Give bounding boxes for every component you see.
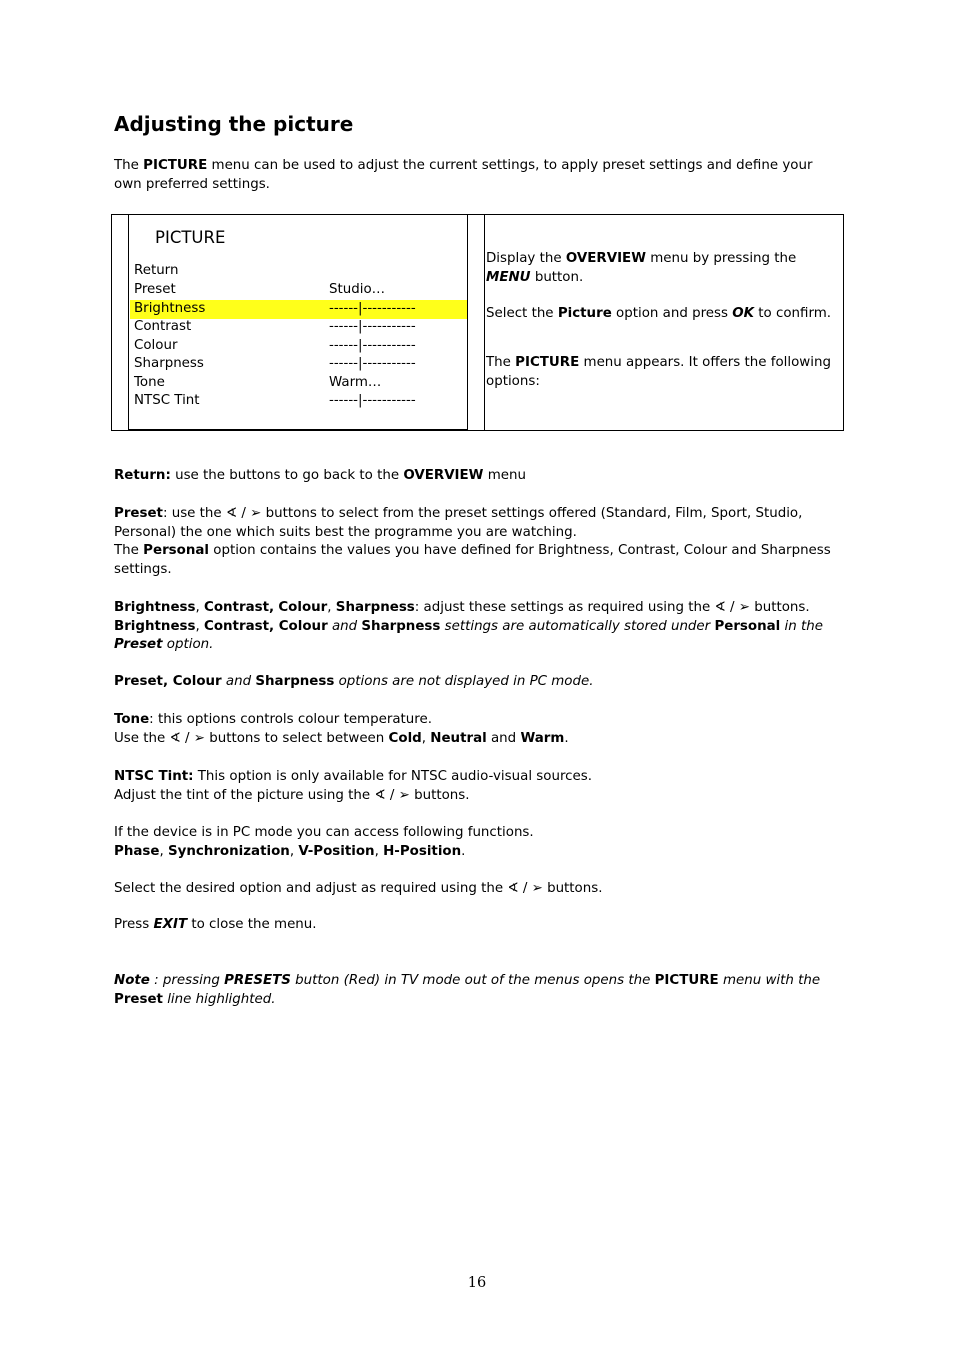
bold-text: NTSC Tint: — [114, 769, 194, 784]
select-paragraph — [114, 880, 844, 899]
preset-paragraph — [114, 505, 844, 579]
text: menu — [483, 468, 526, 483]
instruction-select-picture — [486, 305, 838, 324]
exit-paragraph — [114, 916, 844, 935]
bold-text: Contrast, — [204, 600, 275, 615]
bold-text: Return: — [114, 468, 171, 483]
text: , — [159, 843, 168, 859]
page-heading: Adjusting the picture — [114, 112, 354, 136]
text: : adjust these settings as required using the — [414, 600, 715, 615]
text: use the buttons to go back to the — [170, 468, 404, 483]
left-right-arrows-icon: ∢ / ➢ — [507, 881, 543, 896]
bold-text: Sharpness — [361, 618, 441, 634]
bold-text: PICTURE — [515, 355, 580, 370]
menu-row-preset — [130, 281, 467, 300]
text: , — [421, 730, 431, 746]
note-paragraph — [114, 972, 844, 1009]
bold-text: Sharpness — [335, 600, 415, 615]
bold-text: Colour — [278, 600, 328, 615]
menu-row-label: Return — [134, 263, 179, 278]
text: , — [374, 843, 384, 859]
bold-text: Preset — [114, 506, 163, 521]
bold-text: Tone — [114, 712, 150, 727]
bold-text: Brightness — [114, 600, 196, 615]
tone-paragraph — [114, 711, 844, 748]
pc-functions-paragraph — [114, 824, 844, 861]
left-right-arrows-icon: ∢ / ➢ — [225, 506, 262, 521]
bold-text: Personal — [714, 618, 781, 634]
page-number: 16 — [467, 1275, 487, 1291]
menu-row-label: Tone — [134, 375, 165, 390]
menu-row-value: ------|----------- — [329, 301, 416, 316]
text: buttons. — [409, 787, 470, 803]
menu-row-value: ------|----------- — [329, 393, 416, 408]
screen-bottom-line — [128, 429, 468, 430]
text: : this options controls colour temperature. — [149, 712, 432, 727]
text: option and press — [611, 306, 733, 321]
text: The — [486, 355, 516, 370]
bold-text: Contrast, Colour — [204, 618, 328, 634]
text: menu appears. It offers the following options: — [486, 355, 831, 389]
menu-row-tone — [130, 374, 467, 393]
italic-text: and — [327, 618, 362, 634]
instruction-menu-appears — [486, 354, 838, 391]
text: buttons to select between — [204, 730, 389, 746]
menu-row-value: ------|----------- — [329, 356, 416, 371]
text: The — [114, 158, 144, 173]
adjust-paragraph — [114, 599, 844, 655]
bold-italic-text: OK — [732, 306, 755, 321]
bold-text: PICTURE — [143, 158, 208, 173]
bold-italic-text: Preset — [114, 637, 163, 652]
italic-text: button (Red) in TV mode out of the menus opens the — [290, 973, 655, 988]
text: , — [327, 600, 336, 615]
bold-text: OVERVIEW — [565, 251, 646, 266]
text: : use the — [162, 506, 226, 521]
text: If the device is in PC mode you can access following functions. — [114, 825, 534, 840]
bold-text: Synchronization — [167, 843, 290, 859]
bold-text: Preset, Colour — [114, 674, 222, 689]
bold-text: Preset — [114, 991, 163, 1007]
text: Adjust the tint of the picture using the — [114, 787, 375, 803]
menu-row-label: Sharpness — [134, 356, 204, 371]
italic-text: menu with the — [718, 973, 821, 988]
text: Select the — [486, 306, 558, 321]
bold-text: Sharpness — [255, 674, 335, 689]
text: option contains the values you have defined for Brightness, Contrast, Colour and Sharpness settings. — [114, 543, 831, 577]
text: and — [486, 730, 521, 746]
menu-row-label: Colour — [134, 338, 178, 353]
return-paragraph — [114, 467, 844, 486]
menu-row-colour — [130, 337, 467, 356]
italic-text: in the — [780, 618, 823, 634]
menu-row-contrast — [130, 318, 467, 337]
menu-row-return — [130, 262, 467, 281]
text: , — [289, 843, 299, 859]
ntsc-paragraph — [114, 768, 844, 805]
text: to confirm. — [754, 306, 832, 321]
text: buttons. — [749, 600, 810, 615]
left-right-arrows-icon: ∢ / ➢ — [714, 600, 750, 615]
bold-text: Brightness — [114, 618, 196, 634]
menu-row-label: Preset — [134, 282, 176, 297]
bold-text: OVERVIEW — [403, 468, 484, 483]
text: menu by pressing the — [645, 251, 797, 266]
text: , — [195, 618, 204, 634]
menu-row-sharpness — [130, 355, 467, 374]
menu-row-label: NTSC Tint — [134, 393, 200, 408]
italic-text: : pressing — [149, 973, 225, 988]
menu-row-brightness-highlighted — [130, 300, 467, 319]
bold-text: Picture — [557, 306, 612, 321]
left-right-arrows-icon: ∢ / ➢ — [169, 730, 205, 746]
menu-row-ntsc-tint — [130, 392, 467, 411]
bold-text: Cold — [388, 730, 422, 746]
text: to close the menu. — [187, 917, 317, 932]
menu-row-label: Contrast — [134, 319, 192, 334]
bold-text: V-Position — [298, 843, 375, 859]
text: buttons to select from the preset settings offered (Standard, Film, Sport, Studio, Personal) the one which suits best the programme you are watching. — [114, 506, 803, 540]
bold-text: Phase — [114, 843, 160, 859]
bold-italic-text: Note — [114, 973, 150, 988]
bold-italic-text: MENU — [486, 269, 531, 285]
menu-row-value: ------|----------- — [329, 338, 416, 353]
text: This option is only available for NTSC audio-visual sources. — [193, 769, 592, 784]
italic-text: option. — [162, 637, 214, 652]
text: Display the — [486, 251, 566, 266]
bold-italic-text: EXIT — [153, 917, 188, 932]
bold-italic-text: PRESETS — [224, 973, 291, 988]
bold-text: PICTURE — [654, 973, 719, 988]
pc-mode-note — [114, 673, 844, 692]
text: Use the — [114, 730, 170, 746]
bold-text: Warm — [520, 730, 565, 746]
text: buttons. — [542, 881, 603, 896]
italic-text: line highlighted. — [162, 991, 276, 1007]
menu-row-label: Brightness — [134, 301, 206, 316]
intro-paragraph — [114, 157, 844, 194]
instruction-display-overview — [486, 250, 838, 287]
text: . — [564, 730, 569, 746]
text: menu can be used to adjust the current settings, to apply preset settings and define your own preferred settings. — [114, 158, 813, 192]
menu-row-value: Warm… — [329, 375, 382, 390]
menu-row-value: ------|----------- — [329, 319, 416, 334]
italic-text: options are not displayed in PC mode. — [334, 674, 594, 689]
bold-text: Personal — [143, 543, 210, 558]
text: , — [195, 600, 204, 615]
left-right-arrows-icon: ∢ / ➢ — [374, 787, 410, 803]
table-divider — [128, 215, 129, 430]
italic-text: and — [221, 674, 256, 689]
bold-text: H-Position — [383, 843, 462, 859]
table-divider — [484, 215, 485, 430]
table-divider — [467, 215, 468, 430]
italic-text: settings are automatically stored under — [440, 618, 715, 634]
text: button. — [530, 269, 584, 285]
text: . — [461, 843, 466, 859]
text: The — [114, 543, 144, 558]
text: Select the desired option and adjust as required using the — [114, 881, 508, 896]
menu-row-value: Studio… — [329, 282, 386, 297]
menu-title: PICTURE — [155, 228, 226, 247]
bold-text: Neutral — [430, 730, 487, 746]
text: Press — [114, 917, 154, 932]
